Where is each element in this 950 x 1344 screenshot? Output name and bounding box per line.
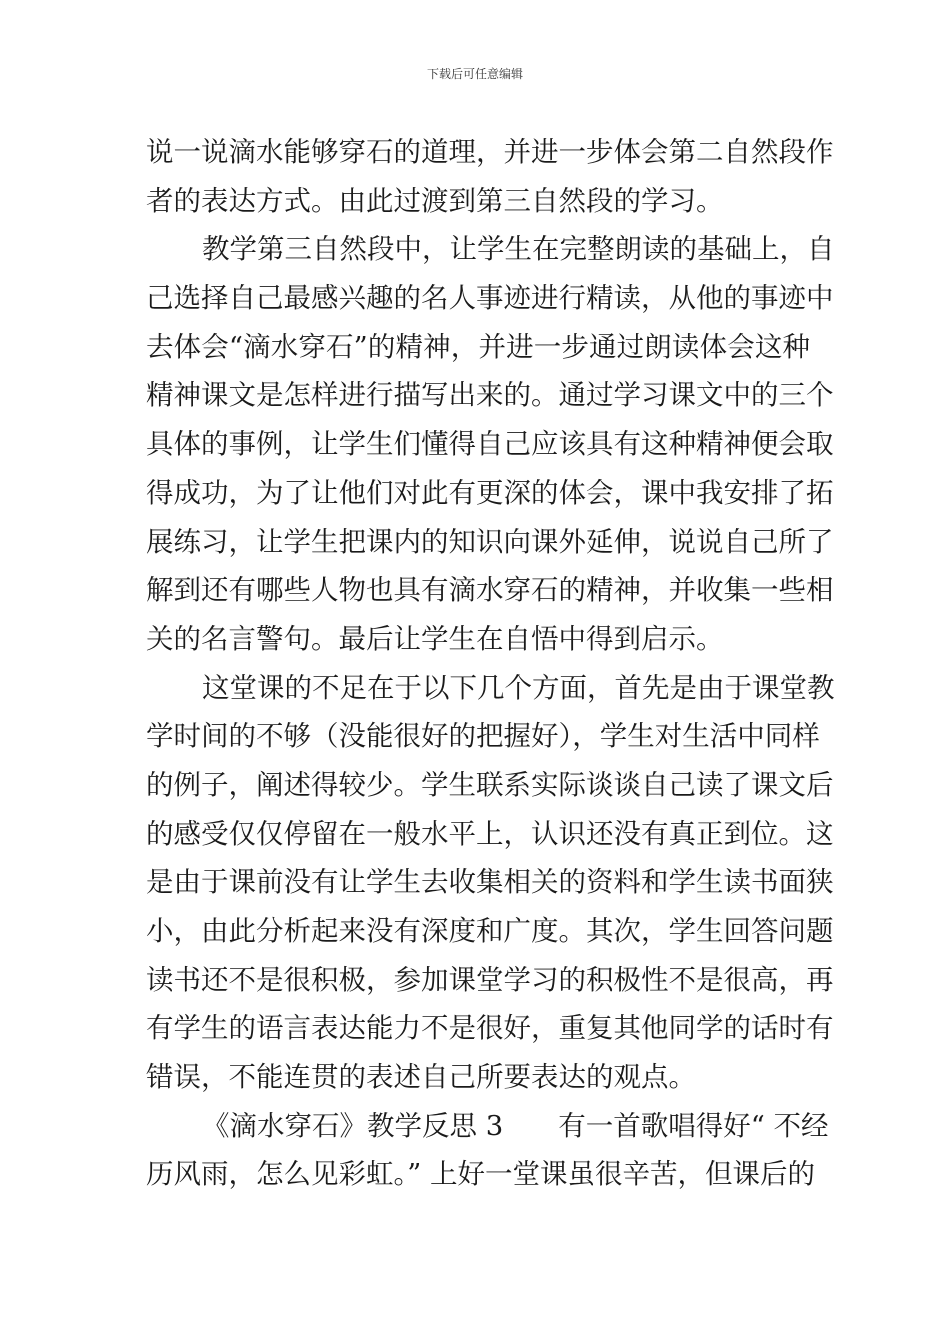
text-line: 的感受仅仅停留在一般水平上，认识还没有真正到位。这 bbox=[146, 817, 834, 850]
text-line: 这堂课的不足在于以下几个方面，首先是由于课堂教 bbox=[202, 671, 835, 704]
text-line: 解到还有哪些人物也具有滴水穿石的精神，并收集一些相 bbox=[146, 574, 834, 607]
paragraph bbox=[146, 128, 834, 225]
text-line: 学时间的不够（没能很好的把握好），学生对生活中同样 bbox=[146, 720, 820, 753]
document-body bbox=[146, 128, 835, 1199]
text-line: 关的名言警句。最后让学生在自悟中得到启示。 bbox=[146, 622, 724, 655]
text-line: 小，由此分析起来没有深度和广度。其次，学生回答问题 bbox=[146, 915, 834, 947]
text-line: 是由于课前没有让学生去收集相关的资料和学生读书面狭 bbox=[146, 866, 834, 899]
text-line: 历风雨，怎么见彩虹。” 上好一堂课虽很辛苦，但课后的 bbox=[146, 1158, 816, 1191]
text-line: 有学生的语言表达能力不是很好，重复其他同学的话时有 bbox=[146, 1012, 834, 1045]
text-line: 展练习，让学生把课内的知识向课外延伸，说说自己所了 bbox=[146, 525, 834, 558]
text-line: 说一说滴水能够穿石的道理，并进一步体会第二自然段作 bbox=[146, 136, 834, 168]
text-line: 《滴水穿石》教学反思 3 有一首歌唱得好“ 不经 bbox=[202, 1109, 829, 1142]
text-line: 精神课文是怎样进行描写出来的。通过学习课文中的三个 bbox=[146, 379, 834, 412]
text-line: 己选择自己最感兴趣的名人事迹进行精读，从他的事迹中 bbox=[146, 282, 834, 315]
text-line: 去体会“滴水穿石”的精神，并进一步通过朗读体会这种 bbox=[146, 330, 810, 363]
paragraph bbox=[146, 664, 835, 1102]
text-line: 得成功，为了让他们对此有更深的体会，课中我安排了拓 bbox=[146, 476, 834, 509]
text-line: 教学第三自然段中，让学生在完整朗读的基础上，自 bbox=[202, 233, 835, 266]
text-line: 具体的事例，让学生们懂得自己应该具有这种精神便会取 bbox=[146, 428, 834, 461]
text-line: 的例子，阐述得较少。学生联系实际谈谈自己读了课文后 bbox=[146, 768, 834, 801]
text-line: 者的表达方式。由此过渡到第三自然段的学习。 bbox=[146, 184, 724, 217]
paragraph bbox=[146, 225, 835, 663]
page-header: 下载后可任意编辑 bbox=[426, 67, 523, 81]
text-line: 错误，不能连贯的表述自己所要表达的观点。 bbox=[146, 1061, 696, 1094]
text-line: 读书还不是很积极，参加课堂学习的积极性不是很高，再 bbox=[146, 963, 834, 996]
paragraph bbox=[146, 1102, 829, 1199]
